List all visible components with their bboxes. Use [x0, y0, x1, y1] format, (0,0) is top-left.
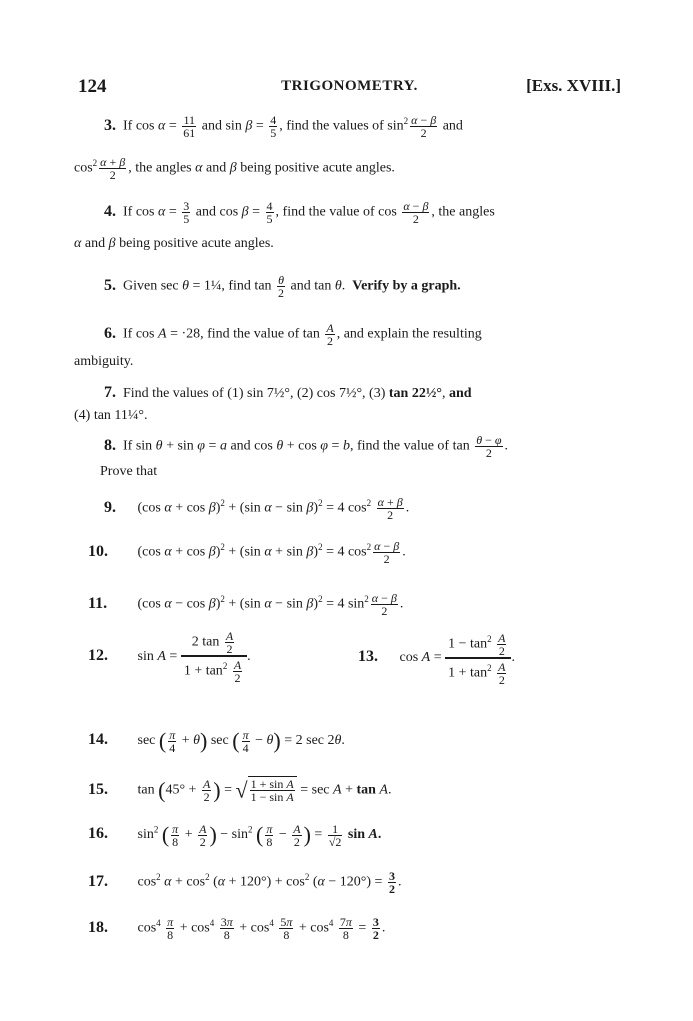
exercise-7-line-1: 7. Find the values of (1) sin 7½°, (2) cos 7½°, (3) tan 22½°, and: [104, 384, 472, 401]
exercise-8: 8. If sin θ + sin φ = a and cos θ + cos φ = b, find the value of tan $\frac{\theta - \varphi}{2}$ .: [104, 433, 509, 460]
exercise-4-line-1: 4. If cos α = $\frac{3}{5}$ and cos β = $\frac{4}{5}$ , find the value of cos $\frac{\alpha - \beta}{2}$ , the angles: [104, 199, 495, 226]
exercise-number: 9.: [104, 498, 116, 516]
exercise-number: 11.: [88, 594, 108, 612]
exercise-number: 17.: [88, 872, 108, 890]
exercise-number: 18.: [88, 918, 108, 936]
exercise-number: 13.: [358, 648, 378, 666]
exercise-9: 9. (cos α + cos β)$^2$ + (sin α − sin β)$^2$ = 4 $\cos^2$ $\frac{\alpha + \beta}{2}$ .: [104, 495, 410, 522]
exercise-17: 17. $\cos^2 \alpha + \cos^2 (\alpha + 120^\circ) + \cos^2 (\alpha - 120^\circ)$ = $\frac{3}{2}$ .: [88, 869, 402, 896]
exercise-4-line-2: α and β being positive acute angles.: [74, 236, 274, 251]
exercise-6-line-1: 6. If cos A = ·28, find the value of tan $\frac{A}{2}$ , and explain the resulting: [104, 321, 482, 348]
exercise-number: 3.: [104, 116, 116, 134]
page-header: [78, 76, 621, 100]
running-title: TRIGONOMETRY.: [281, 78, 418, 94]
prove-that-label: Prove that: [100, 464, 158, 479]
exercise-16: 16. $\sin^2$ ( $\frac{\pi}{8}$ + $\frac{A}{2}$ ) − $\sin^2$ ( $\frac{\pi}{8}$ − $\frac{A}{2}$ ) = $\frac{1}{√2}$ sin A.: [88, 821, 382, 849]
exercise-number: 10.: [88, 542, 108, 560]
exercise-11: 11. (cos α − cos β)$^2$ + (sin α − sin β)$^2$ = 4 $\sin^2$ $\frac{\alpha - \beta}{2}$ .: [88, 591, 404, 618]
exercise-5: 5. Given sec θ = 1¼, find tan $\frac{\theta}{2}$ and tan θ. Verify by a graph.: [104, 273, 461, 300]
exercise-number: 15.: [88, 780, 108, 798]
exercise-3-line-1: 3. If cos α = $\frac{11}{61}$ and sin β = $\frac{4}{5}$ , find the values of $\sin^2$ $\frac{\alpha - \beta}{2}$ and: [104, 113, 463, 140]
exercise-12: 12. sin A = 2 tan $\frac{A}{2}$ $1 + \tan^2$ $\frac{A}{2}$ .: [88, 629, 251, 685]
exercise-13: 13. cos A = $1 - \tan^2$ $\frac{A}{2}$ $1 + \tan^2$ $\frac{A}{2}$ .: [358, 630, 515, 687]
exercise-3-line-2: $\cos^2$ $\frac{\alpha + \beta}{2}$ , the angles α and β being positive acute angles.: [74, 155, 395, 182]
exercise-number: 14.: [88, 731, 108, 749]
page-number: 124: [78, 76, 107, 97]
exercise-10: 10. (cos α + cos β)$^2$ + (sin α + sin β)$^2$ = 4 $\cos^2$ $\frac{\alpha - \beta}{2}$ .: [88, 539, 406, 566]
exercise-number: 12.: [88, 647, 108, 665]
exercise-18: 18. $\cos^4$ $\frac{\pi}{8}$ + $\cos^4$ $\frac{3\pi}{8}$ + $\cos^4$ $\frac{5\pi}{8}$ + $\cos^4$ $\frac{7\pi}{8}$ = $\frac{3}{2}$ .: [88, 915, 386, 942]
exercise-number: 6.: [104, 324, 116, 342]
exercise-7-line-2: (4) tan 11¼°.: [74, 408, 148, 423]
exercise-number: 7.: [104, 384, 116, 401]
exercise-14: 14. sec ( $\frac{\pi}{4}$ + θ) sec ( $\frac{\pi}{4}$ − θ) = 2 sec 2θ.: [88, 727, 345, 755]
exercise-number: 5.: [104, 276, 116, 294]
exercise-number: 16.: [88, 825, 108, 843]
exercise-number: 8.: [104, 436, 116, 454]
exercise-reference: [Exs. XVIII.]: [526, 76, 621, 95]
exercise-15: 15. tan (45° + $\frac{A}{2}$ ) = √ $\frac{\text{1 + sin A}}{\text{1 − sin A}}$ = sec A + tan A.: [88, 777, 392, 804]
exercise-6-line-2: ambiguity.: [74, 354, 134, 369]
exercise-number: 4.: [104, 202, 116, 220]
